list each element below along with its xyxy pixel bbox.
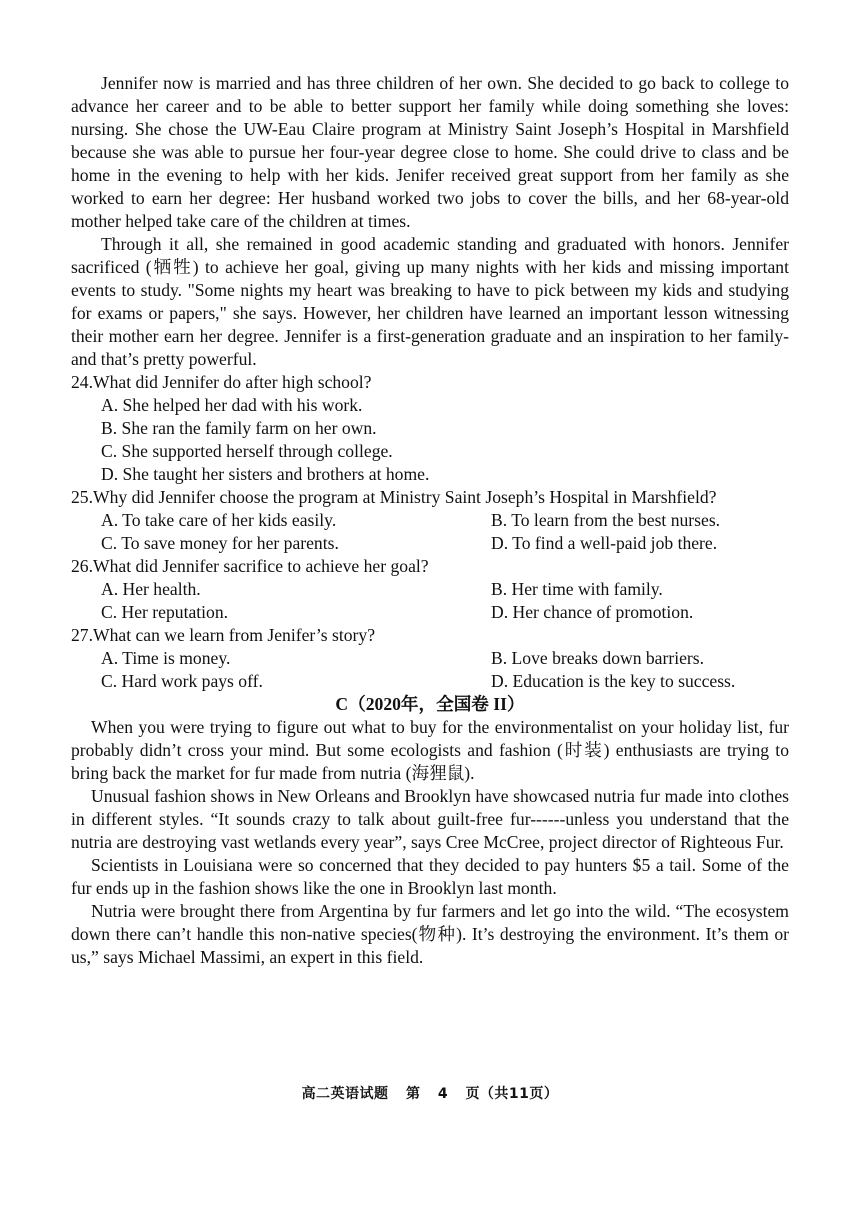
question-24-stem: 24.What did Jennifer do after high school? [71, 372, 372, 392]
question-26-option-b: B. Her time with family. [491, 579, 663, 599]
question-27-option-d: D. Education is the key to success. [491, 671, 736, 691]
passage-c-paragraph-1: When you were trying to figure out what to buy for the environmentalist on your holiday list, fur probably didn’t cross your mind. But some ecologists and fashion (时装) enthusiasts are trying to bring back the market for fur made from nutria (海狸鼠). [71, 717, 789, 783]
question-27-stem: 27.What can we learn from Jenifer’s story? [71, 625, 376, 645]
passage-c-paragraph-2: Unusual fashion shows in New Orleans and Brooklyn have showcased nutria fur made into clothes in different styles. “It sounds crazy to talk about guilt-free fur------unless you understand that the nutria are destroying vast wetlands every year”, says Cree McCree, project director of Righteous Fur. [71, 786, 789, 852]
question-26-options-row-1 [71, 578, 789, 601]
passage-b-paragraph-1: Jennifer now is married and has three children of her own. She decided to go back to college to advance her career and to be able to better support her family while doing something she loves: nursing. She chose the UW-Eau Claire program at Ministry Saint Joseph’s Hospital in Marshfield because she was able to pursue her four-year degree close to home. She could drive to class and be home in the evening to help with her kids. Jenifer received great support from her family as she worked to earn her degree: Her husband worked two jobs to cover the bills, and her 68-year-old mother helped take care of the children at times. [71, 73, 789, 231]
footer-page-suffix: 页（共11页） [465, 1086, 559, 1102]
question-26-option-c: C. Her reputation. [101, 602, 229, 622]
section-c-title: C（2020年，全国卷 II） [335, 694, 525, 714]
question-25-option-c: C. To save money for her parents. [101, 533, 339, 553]
question-25-option-d: D. To find a well-paid job there. [491, 533, 718, 553]
question-26-option-d: D. Her chance of promotion. [491, 602, 694, 622]
question-24-option-a: A. She helped her dad with his work. [101, 395, 363, 415]
question-27-option-a: A. Time is money. [101, 648, 231, 668]
footer-subject: 高二英语试题 [301, 1086, 389, 1102]
page-footer [0, 1083, 860, 1103]
question-25-options-row-1 [71, 509, 789, 532]
question-27-option-b: B. Love breaks down barriers. [491, 648, 705, 668]
question-25-stem: 25.Why did Jennifer choose the program at Ministry Saint Joseph’s Hospital in Marshfield? [71, 487, 717, 507]
footer-page-number: 4 [437, 1086, 449, 1102]
question-27-options-row-1 [71, 647, 789, 670]
passage-b-paragraph-2: Through it all, she remained in good academic standing and graduated with honors. Jennifer sacrificed (牺牲) to achieve her goal, giving up many nights with her kids and missing important events to study. "Some nights my heart was breaking to have to pick between my kids and studying for exams or papers," she says. However, her children have learned an important lesson witnessing their mother earn her degree. Jennifer is a first-generation graduate and an inspiration to her family-and that’s pretty powerful. [71, 234, 789, 369]
question-24-option-c: C. She supported herself through college. [101, 441, 393, 461]
question-25-option-a: A. To take care of her kids easily. [101, 510, 337, 530]
question-26-stem: 26.What did Jennifer sacrifice to achieve her goal? [71, 556, 429, 576]
exam-page [71, 72, 789, 969]
question-25-options-row-2 [71, 532, 789, 555]
question-27-option-c: C. Hard work pays off. [101, 671, 263, 691]
footer-page-prefix: 第 [405, 1086, 421, 1102]
question-26-option-a: A. Her health. [101, 579, 201, 599]
passage-c-paragraph-4: Nutria were brought there from Argentina by fur farmers and let go into the wild. “The ecosystem down there can’t handle this non-native species(物种). It’s destroying the environment. It’s them or us,” says Michael Massimi, an expert in this field. [71, 901, 789, 967]
passage-c-paragraph-3: Scientists in Louisiana were so concerned that they decided to pay hunters $5 a tail. Some of the fur ends up in the fashion shows like the one in Brooklyn last month. [71, 855, 789, 898]
question-24-option-d: D. She taught her sisters and brothers at home. [101, 464, 430, 484]
question-25-option-b: B. To learn from the best nurses. [491, 510, 721, 530]
question-27-options-row-2 [71, 670, 789, 693]
question-26-options-row-2 [71, 601, 789, 624]
question-24-option-b: B. She ran the family farm on her own. [101, 418, 377, 438]
